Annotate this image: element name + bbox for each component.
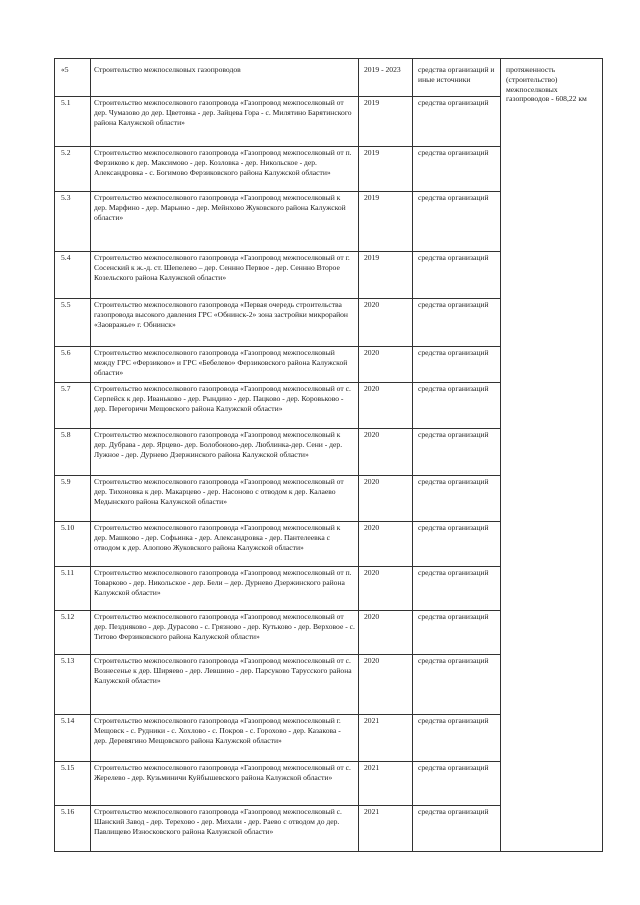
- row-number: 5.1: [55, 97, 91, 147]
- row-number: 5.2: [55, 147, 91, 192]
- row-year: 2020: [359, 429, 413, 476]
- row-number: 5.5: [55, 299, 91, 347]
- row-source: средства организаций: [413, 147, 501, 192]
- row-source: средства организаций: [413, 299, 501, 347]
- row-title: Строительство межпоселкового газопровода «Газопровод межпоселковый от дер. Тихоновка к дер. Макарцево - дер. Насоново с отводом к дер. Калаево Медынского района Калужской области»: [91, 476, 359, 522]
- row-title: Строительство межпоселкового газопровода «Газопровод межпоселковый от г. Сосенский к ж.-д. ст. Шепелево – дер. Сеннно Первое - дер. Сеннно Второе Козельского района Калужской области»: [91, 252, 359, 299]
- row-source: средства организаций: [413, 97, 501, 147]
- row-year: 2019: [359, 192, 413, 252]
- row-year: 2020: [359, 611, 413, 655]
- row-source: средства организаций: [413, 762, 501, 806]
- row-source: средства организаций: [413, 715, 501, 762]
- row-source: средства организаций: [413, 522, 501, 567]
- row-year: 2020: [359, 522, 413, 567]
- section-title: Строительство межпоселковых газопроводов: [91, 59, 359, 97]
- row-year: 2020: [359, 476, 413, 522]
- row-title: Строительство межпоселкового газопровода «Газопровод межпоселковый от с. Жерелево - дер. Кузьминичи Куйбышевского района Калужской области»: [91, 762, 359, 806]
- row-number: 5.11: [55, 567, 91, 611]
- row-source: средства организаций: [413, 476, 501, 522]
- section-years: 2019 - 2023: [359, 59, 413, 97]
- row-year: 2020: [359, 383, 413, 429]
- document-sheet: [54, 58, 602, 852]
- row-source: средства организаций: [413, 611, 501, 655]
- section-result: протяженность (строительство) межпоселковых газопроводов - 608,22 км: [501, 59, 603, 852]
- row-number: 5.16: [55, 806, 91, 852]
- row-number: 5.3: [55, 192, 91, 252]
- row-number: 5.7: [55, 383, 91, 429]
- table-body: [55, 59, 603, 852]
- row-source: средства организаций: [413, 806, 501, 852]
- program-table: [54, 58, 603, 852]
- row-title: Строительство межпоселкового газопровода «Газопровод межпоселковый от с. Серпейск к дер. Иваньково - дер. Рындино - дер. Пацково - дер. Коровьково - дер. Перегоричи Мещовского района Калужской области»: [91, 383, 359, 429]
- row-title: Строительство межпоселкового газопровода «Газопровод межпоселковый г. Мещовск - с. Рудники - с. Хохлово - с. Покров - с. Горохово - дер. Казакова - дер. Деревягино Мещовского района Калужской области»: [91, 715, 359, 762]
- row-number: 5.14: [55, 715, 91, 762]
- row-title: Строительство межпоселкового газопровода «Газопровод межпоселковый от дер. Чумазово до дер. Цветовка - дер. Зайцева Гора - с. Милятино Барятинского района Калужской области»: [91, 97, 359, 147]
- row-title: Строительство межпоселкового газопровода «Газопровод межпоселковый от п. Товарково - дер. Никольское - дер. Бели – дер. Дурнево Дзержинского района Калужской области»: [91, 567, 359, 611]
- row-year: 2021: [359, 806, 413, 852]
- row-title: Строительство межпоселкового газопровода «Газопровод межпоселковый к дер. Машково - дер. Софьинка - дер. Александровка - дер. Пантелеевка с отводом к дер. Алопово Жуковского района Калужской области»: [91, 522, 359, 567]
- row-number: 5.10: [55, 522, 91, 567]
- row-title: Строительство межпоселкового газопровода «Газопровод межпоселковый к дер. Марфино - дер. Марьино - дер. Мейнхово Жуковского района Калужской области»: [91, 192, 359, 252]
- row-year: 2020: [359, 655, 413, 715]
- row-year: 2021: [359, 715, 413, 762]
- row-number: 5.8: [55, 429, 91, 476]
- row-year: 2021: [359, 762, 413, 806]
- row-year: 2020: [359, 567, 413, 611]
- row-title: Строительство межпоселкового газопровода «Газопровод межпоселковый от дер. Пездняково - дер. Дурасово - с. Грязново - дер. Кутьково - дер. Верховое - с. Титово Ферзиковского района Калужской области»: [91, 611, 359, 655]
- row-year: 2020: [359, 347, 413, 383]
- row-number: 5.6: [55, 347, 91, 383]
- section-number: «5: [55, 59, 91, 97]
- row-source: средства организаций: [413, 655, 501, 715]
- section-row: [55, 59, 603, 97]
- row-source: средства организаций: [413, 252, 501, 299]
- row-title: Строительство межпоселкового газопровода «Газопровод межпоселковый с. Шанский Завод - дер. Терехово - дер. Михали - дер. Раево с отводом до дер. Павлищево Износковского района Калужской области»: [91, 806, 359, 852]
- row-title: Строительство межпоселкового газопровода «Газопровод межпоселковый между ГРС «Ферзиково» и ГРС «Бебелево» Ферзиковского района Калужской области»: [91, 347, 359, 383]
- row-year: 2019: [359, 97, 413, 147]
- row-source: средства организаций: [413, 383, 501, 429]
- row-source: средства организаций: [413, 347, 501, 383]
- row-title: Строительство межпоселкового газопровода «Газопровод межпоселковый к дер. Дубрава - дер. Ярцево- дер. Болобоново-дер. Люблинка-дер. Сени - дер. Лужное - дер. Дурнево Дзержинского района Калужской области»: [91, 429, 359, 476]
- row-number: 5.12: [55, 611, 91, 655]
- row-number: 5.13: [55, 655, 91, 715]
- row-year: 2020: [359, 299, 413, 347]
- section-source: средства организаций и иные источники: [413, 59, 501, 97]
- row-number: 5.9: [55, 476, 91, 522]
- row-source: средства организаций: [413, 567, 501, 611]
- row-title: Строительство межпоселкового газопровода «Газопровод межпоселковый от п. Ферзиково к дер. Максимово - дер. Козловка - дер. Никольское - дер. Александровка - с. Богимово Ферзиковского района Калужской области»: [91, 147, 359, 192]
- row-title: Строительство межпоселкового газопровода «Газопровод межпоселковый от с. Вознесенье к дер. Ширяево - дер. Левшино - дер. Парсуково Тарусского района Калужской области»: [91, 655, 359, 715]
- row-year: 2019: [359, 147, 413, 192]
- row-source: средства организаций: [413, 192, 501, 252]
- row-number: 5.4: [55, 252, 91, 299]
- row-source: средства организаций: [413, 429, 501, 476]
- row-year: 2019: [359, 252, 413, 299]
- row-title: Строительство межпоселкового газопровода «Первая очередь строительства газопровода высокого давления ГРС «Обнинск-2» зона застройки микрорайон «Заовражье» г. Обнинск»: [91, 299, 359, 347]
- row-number: 5.15: [55, 762, 91, 806]
